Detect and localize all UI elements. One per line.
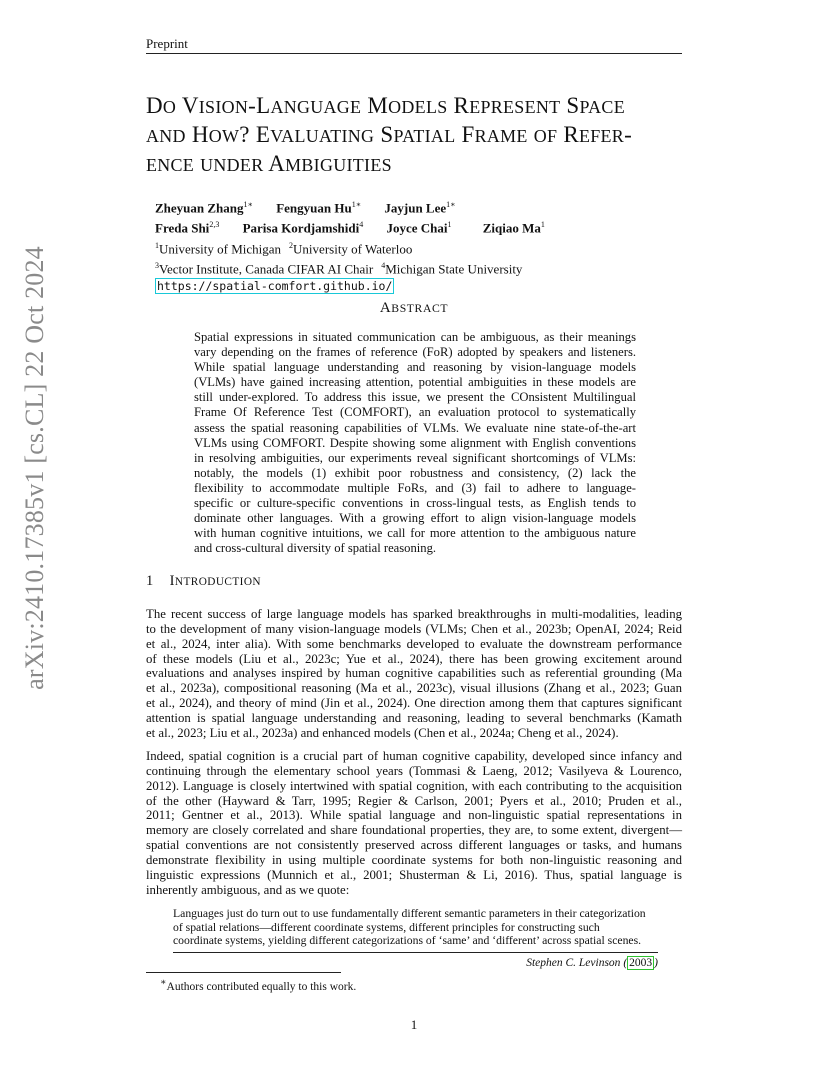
affiliation: University of Waterloo — [293, 240, 413, 256]
quote-author: Stephen C. Levinson — [526, 957, 621, 969]
author-name: Fengyuan Hu — [276, 200, 352, 216]
intro-paragraph-1 — [146, 607, 682, 741]
affiliation-row — [155, 237, 545, 257]
section-number: 1 — [146, 573, 154, 589]
paragraph-line: of the other (Hayward & Tarr, 1995; Regier & Carlson, 2001; Pyers et al., 2010; Pruden et al., — [146, 793, 682, 808]
citation-link[interactable]: 2003 — [629, 957, 653, 969]
title-line: AND HOW? EVALUATING SPATIAL FRAME OF REFER- — [146, 122, 633, 147]
url-row — [155, 277, 545, 295]
author-name: Joyce Chai — [386, 220, 448, 236]
abstract-line: Frame Of Reference Test (COMFORT), an evaluation protocol to systematically — [194, 405, 636, 420]
abstract-line: dominate other languages. With a growing effort to align vision-language models — [194, 511, 636, 526]
author-name: Ziqiao Ma — [482, 220, 541, 236]
paragraph-line: evaluations and analyses inspired by human cognitive capabilities such as referential grounding (Ma — [146, 666, 682, 681]
affil-mark: 1 — [155, 240, 159, 250]
affil-mark: 3 — [155, 260, 159, 270]
abstract-line: vary depending on the frames of reference (FoR) adopted by speakers and listeners. — [194, 345, 636, 360]
footnote-text: Authors contributed equally to this work. — [166, 980, 357, 993]
affiliation: Vector Institute, Canada CIFAR AI Chair — [159, 261, 374, 277]
quote-line: of spatial relations—different coordinate systems, different principles for constructing such — [173, 920, 600, 934]
paragraph-line: to the development of many vision-language models (VLMs; Chen et al., 2023b; OpenAI, 2024; Reid — [146, 621, 682, 636]
running-header: Preprint — [146, 36, 188, 51]
project-url-link[interactable]: https://spatial-comfort.github.io/ — [157, 279, 393, 294]
paragraph-line: 2012). Language is closely intertwined with spatial cognition, with each contributing to the acquisition — [146, 778, 682, 793]
author-row — [155, 216, 545, 236]
section-title: INTRODUCTION — [169, 573, 261, 589]
paragraph-line: Indeed, spatial cognition is a crucial part of human cognitive capability, developed since infancy and — [146, 749, 682, 763]
paper-title — [146, 92, 686, 179]
arxiv-stamp-text: arXiv:2410.17385v1 [cs.CL] 22 Oct 2024 — [20, 245, 49, 690]
author-block — [155, 196, 545, 295]
title-line: ENCE UNDER AMBIGUITIES — [146, 151, 392, 176]
section-heading — [146, 573, 261, 590]
affil-mark: 2 — [289, 240, 294, 250]
paragraph-line: et al., 2023; Liu et al., 2023a) and enhanced models (Chen et al., 2024a; Cheng et al., 2024). — [146, 725, 619, 740]
quote-line: Languages just do turn out to use fundamentally different semantic parameters in their categorization — [173, 907, 646, 920]
abstract-line: flexibility to accommodate multiple FoRs, and (3) fail to adhere to language- — [194, 480, 636, 495]
affiliation-row — [155, 257, 545, 277]
author-affil-mark: 1∗ — [446, 200, 456, 209]
author-affil-mark: 1 — [447, 220, 452, 230]
abstract-heading: ABSTRACT — [379, 300, 449, 316]
paragraph-line: et al., 2024), and theory of mind (Jin et al., 2024). One direction among them that captures significant — [146, 696, 682, 711]
paragraph-line: of these models (Liu et al., 2023c; Yue et al., 2024), there has been growing excitement around — [146, 651, 682, 666]
paragraph-line: 2011; Gentner et al., 2013). While spatial language and non-linguistic spatial representations in — [146, 808, 682, 823]
header-rule — [146, 53, 682, 54]
author-name: Jayjun Lee — [384, 200, 447, 216]
abstract-line: and cross-cultural diversity of spatial reasoning. — [194, 541, 437, 556]
block-quote — [173, 907, 658, 948]
abstract-body — [194, 330, 636, 556]
paragraph-line: linguistic expressions (Munnich et al., 2001; Shusterman & Li, 2016). Thus, spatial language is — [146, 867, 682, 882]
arxiv-stamp — [18, 245, 52, 690]
paragraph-line: inherently ambiguous, and as we quote: — [146, 882, 350, 897]
abstract-line: in resolving ambiguities, our experiments reveal significant shortcomings of VLMs: — [194, 450, 636, 465]
abstract-line: with human cognitive intuitions, we call for more attention to the ambiguous nature — [194, 526, 636, 541]
title-line: DO VISION-LANGUAGE MODELS REPRESENT SPACE — [146, 93, 625, 118]
affiliation: University of Michigan — [159, 240, 282, 256]
intro-paragraph-2 — [146, 749, 682, 897]
abstract-line: While spatial language understanding and reasoning by vision-language models — [194, 360, 636, 375]
author-affil-mark: 2,3 — [209, 220, 220, 230]
author-affil-mark: 1∗ — [351, 200, 362, 209]
paragraph-line: attention is spatial language understanding and reasoning, leading to several benchmarks (Kamath — [146, 710, 682, 725]
author-name: Freda Shi — [155, 220, 210, 236]
paragraph-line: The recent success of large language models has sparked breakthroughs in multi-modalities, leading — [146, 607, 682, 621]
author-affil-mark: 1 — [540, 220, 545, 230]
paragraph-line: spatial conventions are not consistently preserved across different languages or tasks, and humans — [146, 838, 682, 853]
paragraph-line: memory are closely correlated and share foundational properties, they are, to some extent, divergent— — [146, 823, 682, 838]
author-name: Zheyuan Zhang — [155, 200, 244, 216]
quote-rule — [173, 952, 658, 953]
quote-attribution: Stephen C. Levinson ( 2003 ) — [526, 957, 658, 969]
page-number: 1 — [410, 1017, 418, 1032]
paragraph-line: continuing through the elementary school years (Tommasi & Laeng, 2012; Vasilyeva & Lourenco, — [146, 763, 682, 778]
footnote — [160, 977, 356, 993]
abstract-line: Spatial expressions in situated communication can be ambiguous, as their meanings — [194, 330, 636, 344]
footnote-rule — [146, 972, 341, 973]
affil-mark: 4 — [381, 260, 386, 270]
footnote-mark: ∗ — [160, 977, 167, 988]
abstract-line: still under-explored. To address this issue, we present the COnsistent Multilingual — [194, 390, 636, 405]
abstract-line: (VLMs) have gained increasing attention, potential ambiguities in these models are — [194, 375, 636, 390]
abstract-line: assess the spatial reasoning capabilities of VLMs. We evaluate nine state-of-the-art — [194, 420, 636, 435]
abstract-line: notably, the models (1) exhibit poor robustness and consistency, (2) lack the — [194, 465, 636, 480]
affiliation: Michigan State University — [385, 261, 523, 277]
abstract-line: specific or culture-specific conventions in cross-lingual tests, as English tends to — [194, 496, 636, 511]
paragraph-line: demonstrate flexibility in using multiple coordinate systems for both non-linguistic reasoning and — [146, 852, 682, 867]
author-affil-mark: 4 — [359, 220, 364, 230]
paragraph-line: et al., 2024, inter alia). With some benchmarks developed to evaluate the downstream performance — [146, 636, 682, 651]
paragraph-line: et al., 2023a), compositional reasoning (Ma et al., 2023c), visual illusions (Zhang et al., 2023; Guan — [146, 681, 682, 696]
author-row — [155, 196, 545, 216]
author-name: Parisa Kordjamshidi — [242, 220, 360, 236]
author-affil-mark: 1∗ — [243, 200, 253, 209]
quote-line: coordinate systems, yielding different categorizations of ‘same’ and ‘different’ across spatial scenes. — [173, 934, 642, 948]
abstract-line: VLMs using COMFORT. Despite showing some alignment with English conventions — [194, 435, 636, 450]
